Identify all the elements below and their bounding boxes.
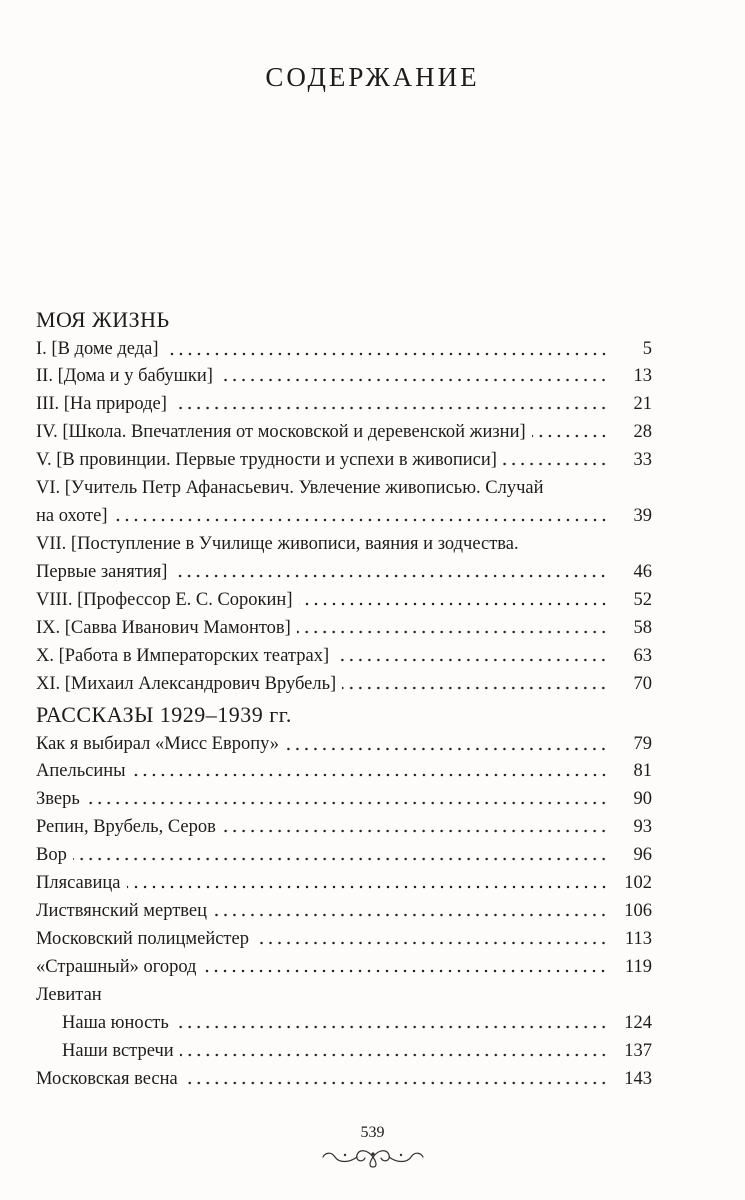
dot-leader: [213, 910, 608, 920]
entry-title: V. [В провинции. Первые трудности и успехи в живописи]: [36, 450, 497, 470]
page-title: СОДЕРЖАНИЕ: [265, 62, 480, 92]
dot-leader: [202, 966, 608, 976]
dot-leader: [255, 938, 608, 948]
page-ref: 13: [633, 366, 652, 386]
entry-title-line1: VI. [Учитель Петр Афанасьевич. Увлечение живописью. Случай: [36, 478, 544, 498]
page-ref: 106: [624, 901, 652, 921]
dot-leader: [335, 655, 608, 665]
toc-entry[interactable]: [36, 362, 652, 390]
entry-title: IX. [Савва Иванович Мамонтов]: [36, 618, 291, 638]
entry-title: Как я выбирал «Мисс Европу»: [36, 734, 280, 754]
toc-list: [36, 732, 652, 1093]
page-number: 539: [360, 1124, 385, 1141]
entry-title: VIII. [Профессор Е. С. Сорокин]: [36, 590, 293, 610]
toc-entry[interactable]: [36, 418, 652, 446]
entry-title: Московская весна: [36, 1069, 178, 1089]
page-ref: 52: [633, 590, 652, 610]
ornament-icon: [317, 1145, 429, 1169]
page-ref: 137: [624, 1041, 652, 1061]
page-ref: 90: [633, 789, 652, 809]
dot-leader: [342, 683, 608, 693]
section-heading: РАССКАЗЫ 1929–1939 гг.: [36, 702, 292, 727]
page-ref: 46: [633, 562, 652, 582]
page-ref: 96: [633, 845, 652, 865]
dot-leader: [532, 431, 608, 441]
toc-entry[interactable]: [36, 337, 652, 362]
toc-entry[interactable]: [36, 813, 652, 841]
toc-entry[interactable]: [36, 530, 652, 586]
toc-entry[interactable]: [36, 841, 652, 869]
entry-title: Наша юность: [62, 1013, 169, 1033]
dot-leader: [173, 571, 608, 581]
entry-title: XI. [Михаил Александрович Врубель]: [36, 674, 337, 694]
dot-leader: [219, 375, 608, 385]
entry-title: Левитан: [36, 985, 102, 1005]
section-heading: МОЯ ЖИЗНЬ: [36, 307, 170, 332]
dot-leader: [73, 854, 608, 864]
dot-leader: [114, 515, 608, 525]
entry-title-line2: на охоте]: [36, 506, 108, 526]
toc-entry[interactable]: [36, 446, 652, 474]
dot-leader: [503, 459, 608, 469]
page-ref: 58: [633, 618, 652, 638]
page-ref: 93: [633, 817, 652, 837]
dot-leader: [132, 770, 608, 780]
page-ref: 143: [624, 1069, 652, 1089]
entry-title: Репин, Врубель, Серов: [36, 817, 216, 837]
entry-title: X. [Работа в Императорских театрах]: [36, 646, 330, 666]
toc-entry[interactable]: [36, 897, 652, 925]
toc-entry[interactable]: [36, 785, 652, 813]
entry-title: Московский полицмейстер: [36, 929, 249, 949]
dot-leader: [173, 403, 608, 413]
toc-subentry[interactable]: [36, 1009, 652, 1037]
toc-entry[interactable]: [36, 614, 652, 642]
page-ref: 79: [633, 734, 652, 754]
toc-entry[interactable]: [36, 642, 652, 670]
entry-title: Листвянский мертвец: [36, 901, 208, 921]
toc-entry[interactable]: [36, 670, 652, 698]
dot-leader: [165, 349, 608, 359]
entry-title: Вор: [36, 845, 67, 865]
page-ref: 21: [633, 394, 652, 414]
toc-entry[interactable]: [36, 390, 652, 418]
toc-entry[interactable]: [36, 732, 652, 757]
entry-title: Плясавица: [36, 873, 121, 893]
entry-title: Наши встречи: [62, 1041, 174, 1061]
page-ref: 102: [624, 873, 652, 893]
entry-title: «Страшный» огород: [36, 957, 197, 977]
page-ref: 81: [633, 761, 652, 781]
toc-group-heading: [36, 981, 652, 1009]
dot-leader: [175, 1022, 608, 1032]
dot-leader: [86, 798, 608, 808]
dot-leader: [285, 744, 608, 754]
entry-title-line2: Первые занятия]: [36, 562, 168, 582]
toc-entry[interactable]: [36, 869, 652, 897]
toc-subentry[interactable]: [36, 1037, 652, 1065]
page-ref: 5: [642, 339, 652, 359]
toc-entry[interactable]: [36, 953, 652, 981]
entry-title: Апельсины: [36, 761, 126, 781]
dot-leader: [127, 882, 609, 892]
dot-leader: [222, 826, 608, 836]
toc-entry[interactable]: [36, 474, 652, 530]
page-ref: 113: [624, 929, 652, 949]
page-ref: 124: [624, 1013, 652, 1033]
toc-entry[interactable]: [36, 1065, 652, 1093]
dot-leader: [180, 1050, 608, 1060]
entry-title-line1: VII. [Поступление в Училище живописи, ваяния и зодчества.: [36, 534, 519, 554]
entry-title: I. [В доме деда]: [36, 339, 159, 359]
entry-title: IV. [Школа. Впечатления от московской и деревенской жизни]: [36, 422, 526, 442]
page-ref: 39: [633, 506, 652, 526]
dot-leader: [299, 599, 609, 609]
toc-entry[interactable]: [36, 586, 652, 614]
dot-leader: [297, 627, 608, 637]
dot-leader: [184, 1078, 608, 1088]
toc-entry[interactable]: [36, 925, 652, 953]
entry-title: III. [На природе]: [36, 394, 167, 414]
page-ref: 28: [633, 422, 652, 442]
entry-title: Зверь: [36, 789, 80, 809]
toc-entry[interactable]: [36, 757, 652, 785]
page-ref: 70: [633, 674, 652, 694]
entry-title: II. [Дома и у бабушки]: [36, 366, 213, 386]
page-ref: 33: [633, 450, 652, 470]
page-ref: 63: [633, 646, 652, 666]
toc-list: [36, 337, 652, 698]
page-ref: 119: [624, 957, 652, 977]
